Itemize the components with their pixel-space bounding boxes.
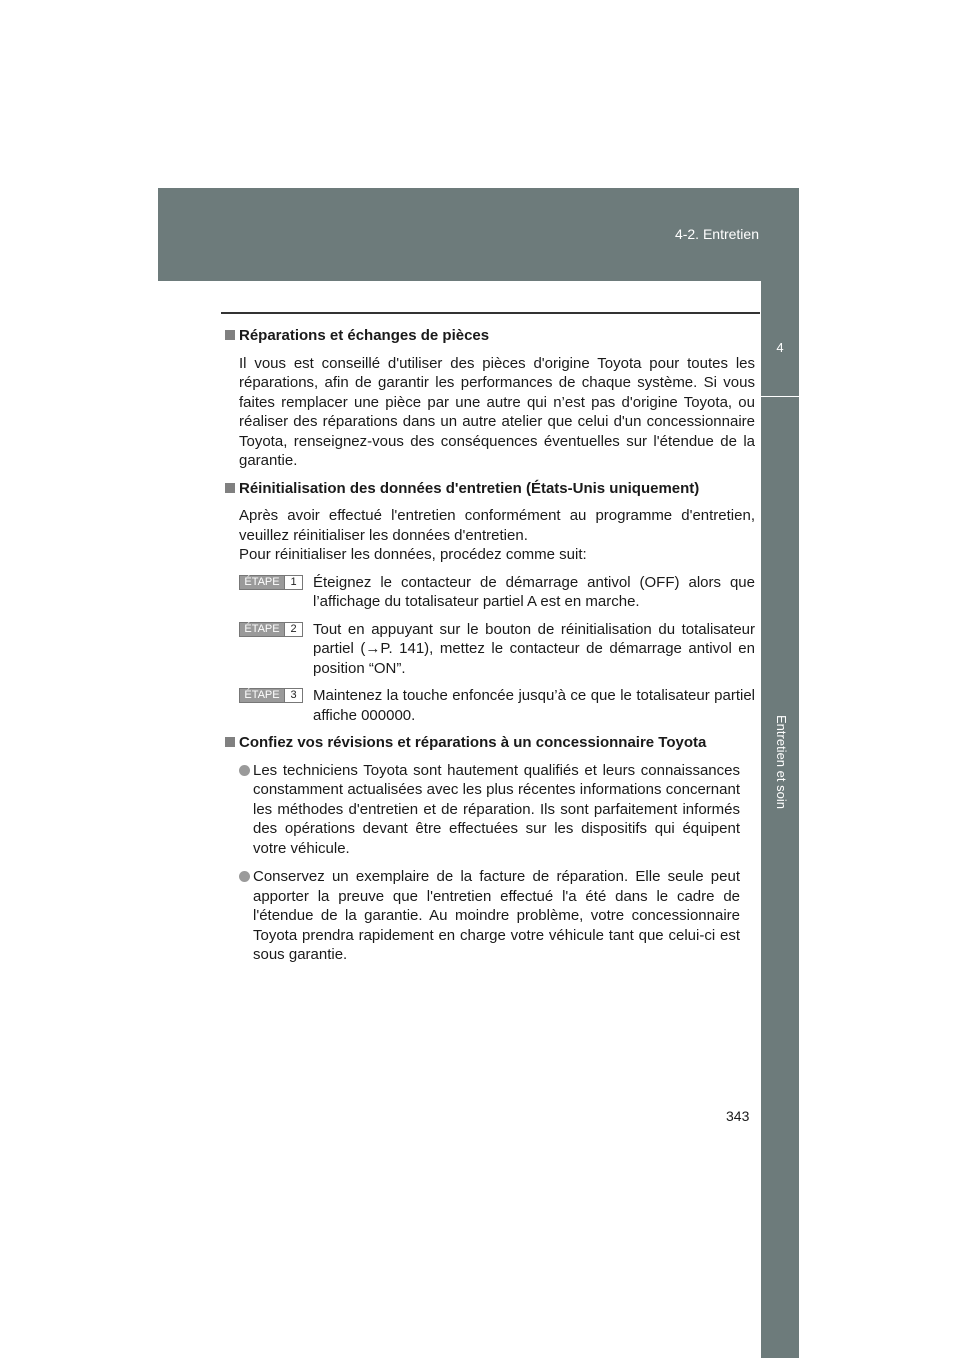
section-title: 4-2. Entretien xyxy=(674,226,759,242)
step-text: Éteignez le contacteur de démarrage antivol (OFF) alors que l’affichage du totalisateur partiel A est en marche. xyxy=(313,573,755,610)
top-rule xyxy=(221,312,760,314)
step-number: 1 xyxy=(284,576,302,589)
chapter-tab xyxy=(761,281,799,1358)
square-bullet-icon xyxy=(225,737,235,747)
page-number: 343 xyxy=(726,1108,750,1124)
step-label: ÉTAPE xyxy=(240,576,284,589)
step-text: Tout en appuyant sur le bouton de réinitialisation du totalisateur partiel (→P. 141), mettez le contacteur de démarrage antivol en position “ON”. xyxy=(313,620,755,677)
step-badge xyxy=(239,622,303,637)
section-body: Pour réinitialiser les données, procédez comme suit: xyxy=(239,546,587,563)
page-content xyxy=(225,326,755,974)
section-heading-text: Confiez vos révisions et réparations à un concessionnaire Toyota xyxy=(239,734,707,751)
chapter-number: 4 xyxy=(776,340,784,355)
step-item xyxy=(239,686,755,725)
step-label: ÉTAPE xyxy=(240,623,284,636)
section-body: Après avoir effectué l'entretien conformément au programme d'entretien, veuillez réinitialiser les données d'entretien. xyxy=(239,507,755,544)
step-number: 2 xyxy=(284,623,302,636)
step-text: Maintenez la touche enfoncée jusqu’à ce que le totalisateur partiel affiche 000000. xyxy=(313,687,755,724)
step-label: ÉTAPE xyxy=(240,689,284,702)
list-item xyxy=(239,867,740,965)
chapter-label: Entretien et soin xyxy=(774,715,789,809)
step-number: 3 xyxy=(284,689,302,702)
section-heading xyxy=(225,326,755,346)
step-item xyxy=(239,573,755,612)
list-item-text: Les techniciens Toyota sont hautement qualifiés et leurs connaissances constamment actualisées avec les plus récentes informations concernant les méthodes d'entretien et de réparation. Ils sont parfaitement informés des opérations devant être effectuées sur les dispositifs qui équipent votre véhicule. xyxy=(253,761,740,857)
list-item-text: Conservez un exemplaire de la facture de réparation. Elle seule peut apporter la preuve que l'entretien effectué l'a été dans le cadre de l'étendue de la garantie. Au moindre problème, votre concessionnaire Toyota prendra rapidement en charge votre véhicule tant que celui-ci est sous garantie. xyxy=(253,868,740,963)
section-heading xyxy=(225,733,755,753)
circle-bullet-icon xyxy=(239,871,250,882)
step-item xyxy=(239,620,755,679)
step-badge xyxy=(239,575,303,590)
chapter-tab-divider xyxy=(761,396,799,397)
step-badge xyxy=(239,688,303,703)
section-heading-text: Réinitialisation des données d'entretien (États-Unis uniquement) xyxy=(239,479,700,497)
square-bullet-icon xyxy=(225,330,235,340)
header-band xyxy=(158,188,799,281)
list-item xyxy=(239,761,740,859)
section-body: Il vous est conseillé d'utiliser des pièces d'origine Toyota pour toutes les réparations, afin de garantir les performances de chaque système. Si vous faites remplacer une pièce par une autre qui n’est pas d'origine Toyota, ou réaliser des réparations dans un autre atelier que celui d'un concessionnaire Toyota, renseignez-vous des conséquences éventuelles sur l'étendue de la garantie. xyxy=(239,354,755,469)
circle-bullet-icon xyxy=(239,765,250,776)
square-bullet-icon xyxy=(225,483,235,493)
section-heading xyxy=(225,479,755,499)
section-heading-text: Réparations et échanges de pièces xyxy=(239,327,490,344)
